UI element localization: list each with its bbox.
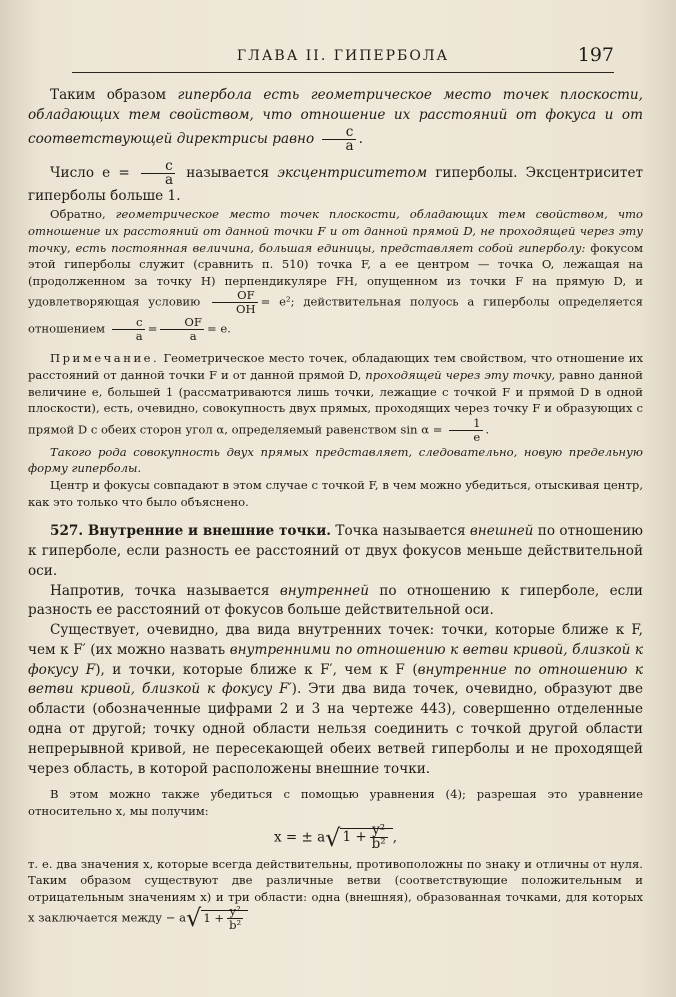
running-head: ГЛАВА II. ГИПЕРБОЛА bbox=[236, 48, 450, 64]
term-eccentricity: эксцентриситетом bbox=[277, 164, 428, 181]
sqrt-sign: √ bbox=[186, 904, 202, 933]
text: Таким образом bbox=[50, 87, 178, 103]
paragraph-definition: Таким образом гипербола есть геометрическое место точек плоскости, обладающих тем свойством, что отношение их расстояний от фокуса и от соответствующей директрисы равно $\frac{c}{a}$ . bbox=[28, 87, 643, 154]
fraction-c-over-a: $\frac{c}{a}$ bbox=[322, 126, 356, 153]
paragraph-two-kinds: Существует, очевидно, два вида внутренних точек: точки, которые ближе к F, чем к F′ (их можно назвать внутренними по отношению к ветви кривой, близкой к фокусу F), и точки, которые ближе к F′, чем к F (внутренние по отношению к ветви кривой, близкой к фокусу F′). Эти два вида точек, очевидно, образуют две области (обозначенные цифрами 2 и 3 на чертеже 443), совершенно отделенные одна от другой; точку одной области нельзя соединить с точкой другой области непрерывной кривой, не пересекающей обеих ветвей гиперболы и не проходящей через область, в которой расположены внешние точки. bbox=[28, 622, 644, 777]
page-number: 197 bbox=[577, 44, 614, 66]
fraction-of-over-oh: $\frac{OF}{OH}$ bbox=[212, 289, 258, 316]
remark-label: Примечание. bbox=[50, 351, 160, 366]
paragraph-converse: Обратно, геометрическое место точек плоскости, обладающих тем свойством, что отношение их расстояний от данной точки F и от данной прямой D, не проходящей через эту точку, есть постоянная величина, большая единицы, представляет собой гиперболу: фокусом этой гиперболы служит (сравнить п. 510) точка F, а ее центром — точка O, лежащая на (продолженном за точку H) перпендикуляре FH, опущенном из точки F на прямую D, и удовлетворяющая условию $\frac{OF}{OH}$ = e²; действительная полуось a гиперболы определяется отношением $\frac{c}{a}$ = $\frac{OF}{a}$ = e. bbox=[28, 207, 643, 344]
page-body bbox=[28, 86, 643, 932]
fraction-1-over-e: $\frac{1}{e}$ bbox=[449, 417, 482, 444]
radicand: 1 + $\frac{\text{y²}}{\text{b²}}$ bbox=[201, 910, 248, 925]
paragraph-remark: Примечание. Геометрическое место точек, обладающих тем свойством, что отношение их расстояний от данной точки F и от данной прямой D, проходящей через эту точку, равно данной величине e, большей 1 (рассматриваются лишь точки, лежащие с точкой F и прямой D в одной плоскости), есть, очевидно, совокупность двух прямых, проходящих через точку F и образующих с прямой D с обеих сторон угол α, определяемый равенством sin α = $\frac{1}{e}$ . bbox=[28, 351, 643, 444]
fraction-c-over-a: $\frac{c}{a}$ bbox=[112, 316, 145, 343]
paragraph-center-foci: Центр и фокусы совпадают в этом случае с точкой F, в чем можно убедиться, отыскивая центр, как это только что было объяснено. bbox=[28, 477, 643, 509]
fraction-y2-over-b2: $\frac{\text{y²}}{\text{b²}}$ bbox=[371, 822, 386, 853]
definition-italic: гипербола есть геометрическое место точек плоскости, обладающих тем свойством, что отношение их расстояний от фокуса и от соответствующей директрисы равно bbox=[28, 87, 643, 147]
fraction-of-over-a: $\frac{OF}{a}$ bbox=[160, 316, 204, 343]
fraction-y2-over-b2: $\frac{\text{y²}}{\text{b²}}$ bbox=[229, 904, 242, 933]
fraction-c-over-a: $\frac{c}{a}$ bbox=[141, 160, 175, 187]
page-header bbox=[72, 44, 614, 73]
section-number: 527. bbox=[50, 523, 84, 540]
equation-x: x = ± a√ 1 + $\frac{\text{y²}}{\text{b²}}$ , bbox=[273, 822, 398, 853]
paragraph-internal: Напротив, точка называется внутренней по отношению к гиперболе, если разность ее расстояний от фокусов больше действительной оси. bbox=[28, 582, 643, 619]
paragraph-limit-form: Такого рода совокупность двух прямых представляет, следовательно, новую предельную форму гиперболы. bbox=[28, 444, 643, 476]
section-527: 527. Внутренние и внешние точки. Точка называется внешней по отношению к гиперболе, если разность ее расстояний от двух фокусов меньше действительной оси. bbox=[28, 523, 643, 579]
paragraph-branches: т. е. два значения x, которые всегда действительны, противоположны по знаку и отличны от нуля. Таким образом существуют две различные ветви (соответствующие положительным и отрицательным значениям x) и три области: одна (внешняя), образованная точками, для которых x заключается между − a√ 1 + $\frac{\text{y²}}{\text{b²}}$ bbox=[28, 856, 643, 933]
sqrt-sign: √ bbox=[325, 823, 341, 852]
paragraph-eccentricity: Число e = $\frac{c}{a}$ называется эксцентриситетом гиперболы. Эксцентриситет гиперболы больше 1. bbox=[28, 157, 644, 204]
radicand: 1 + $\frac{\text{y²}}{\text{b²}}$ bbox=[340, 828, 392, 845]
section-title: Внутренние и внешние точки. bbox=[83, 523, 332, 540]
paragraph-equation-intro: В этом можно также убедиться с помощью уравнения (4); разрешая это уравнение относительно x, мы получим: bbox=[28, 787, 643, 819]
